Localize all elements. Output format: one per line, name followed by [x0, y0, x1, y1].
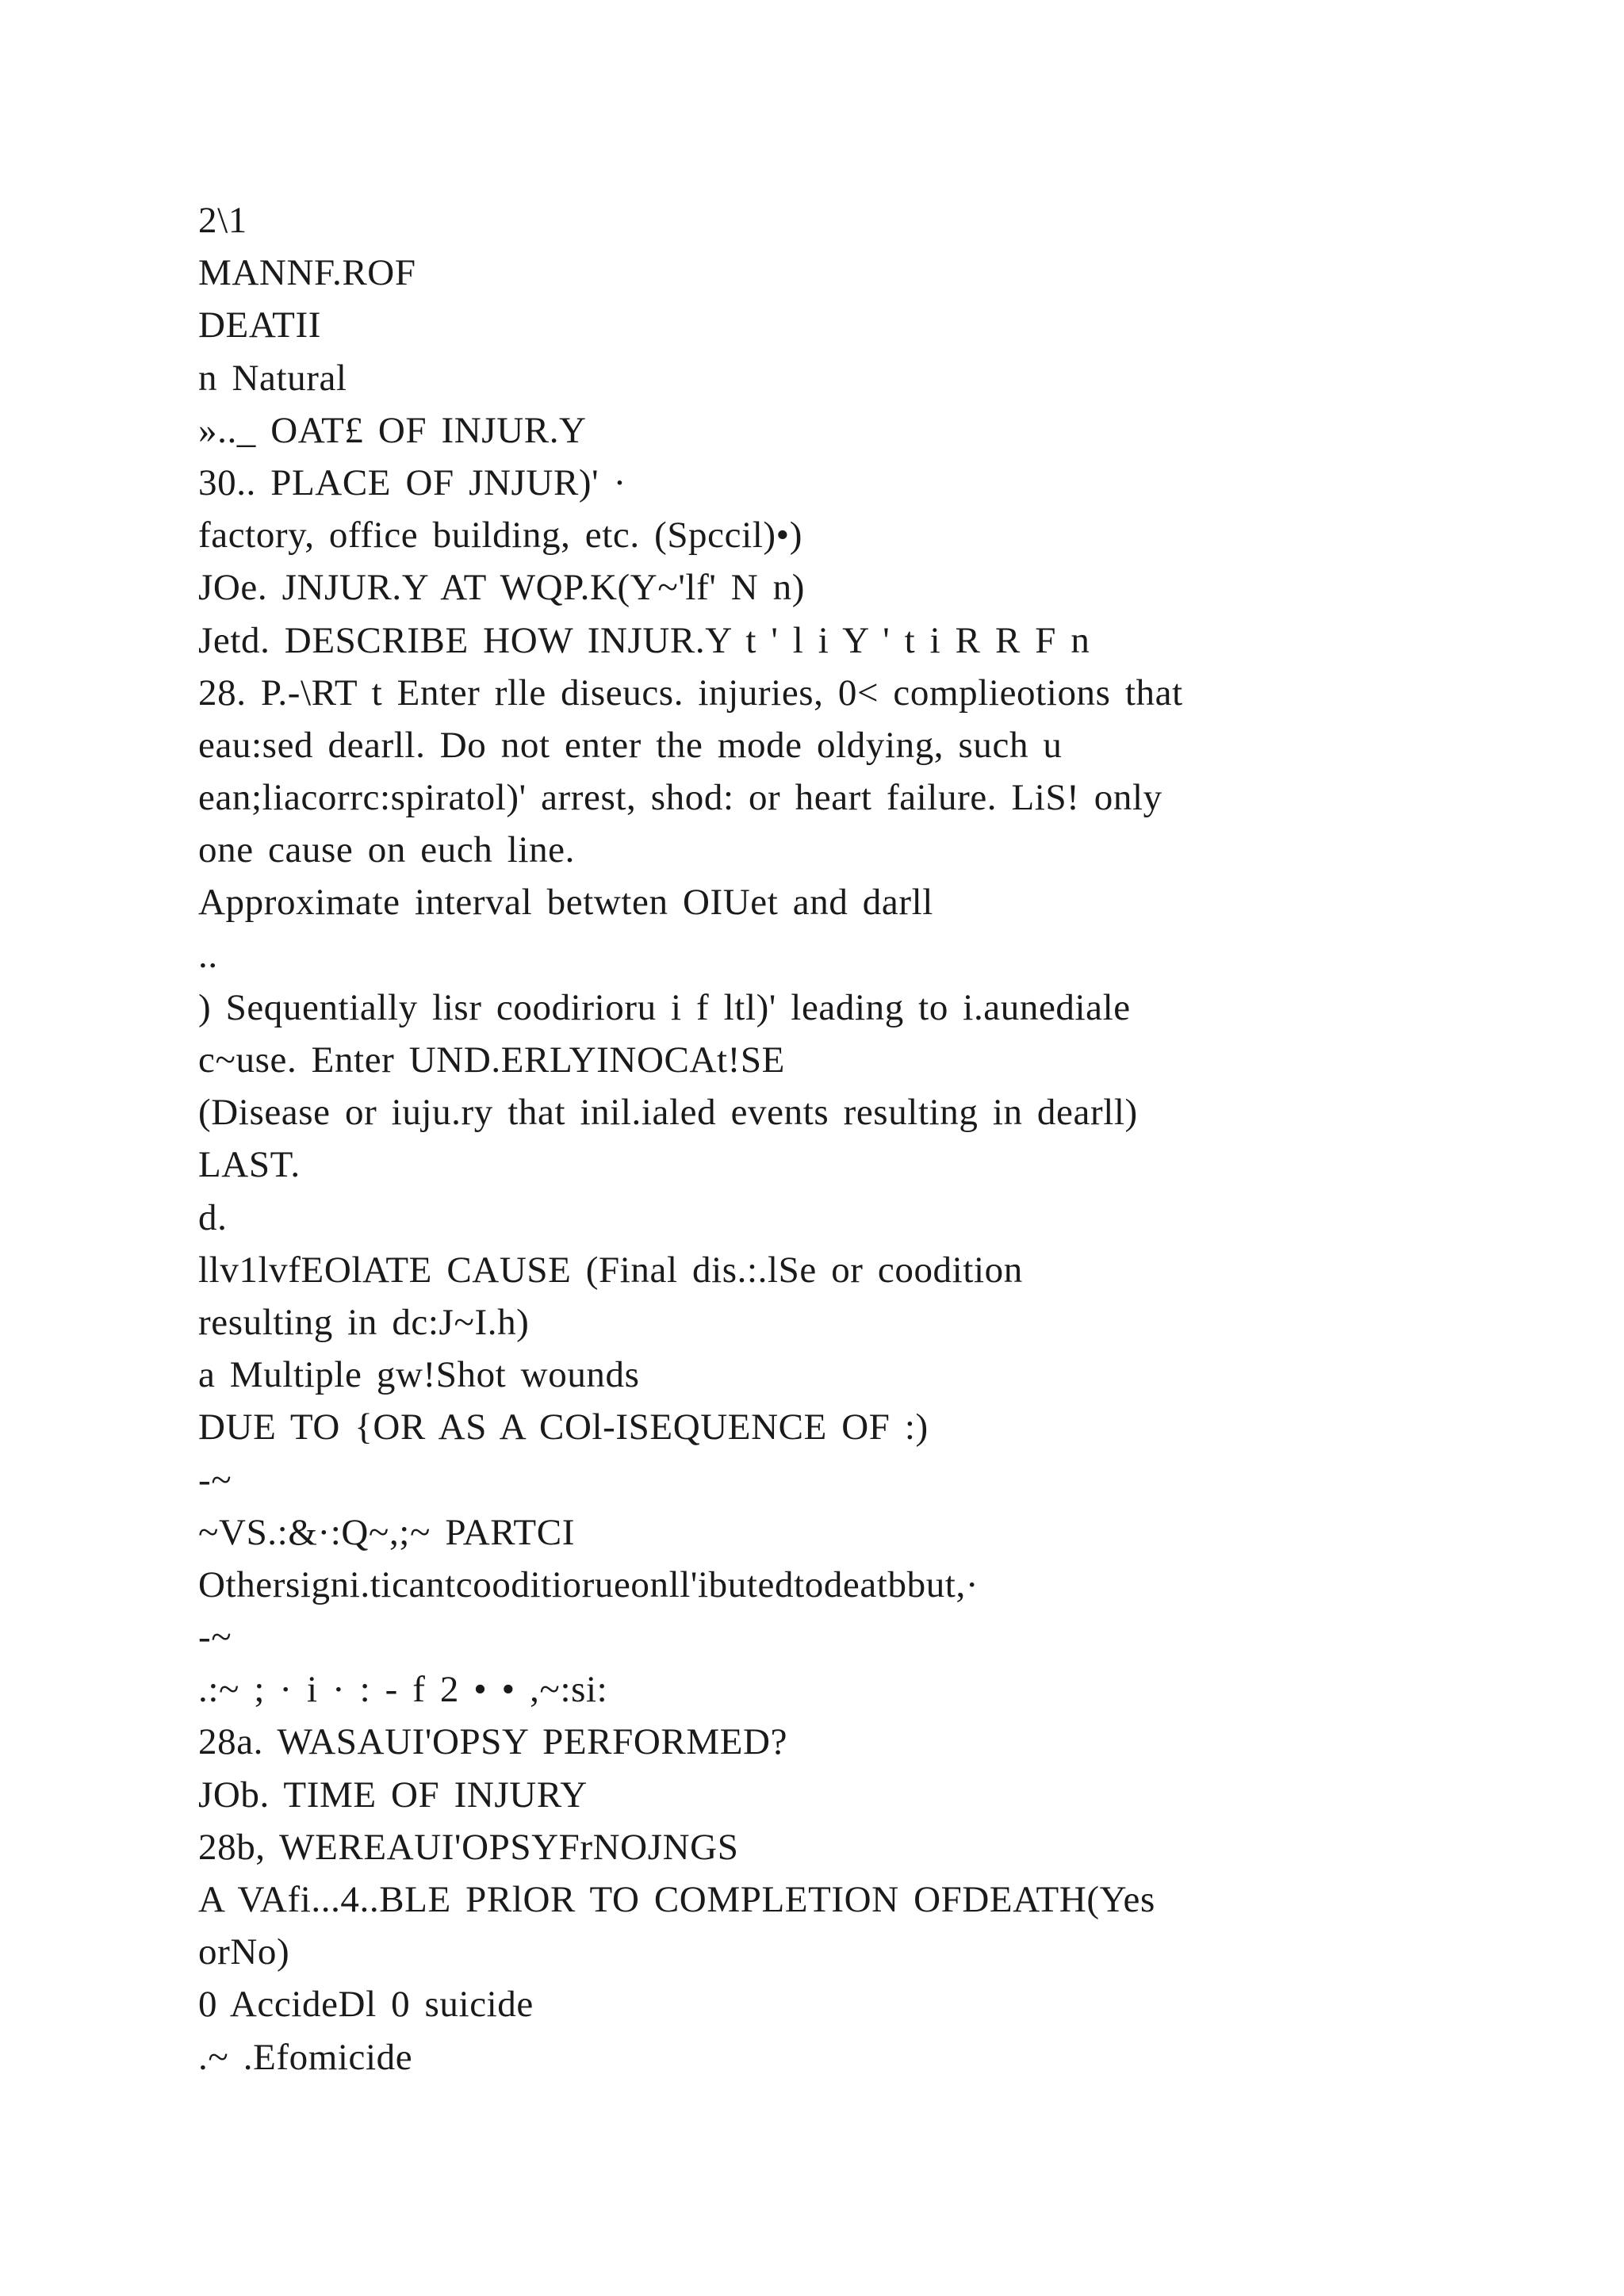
text-line: ean;liacorrc:spiratol)' arrest, shod: or heart failure. LiS! only — [198, 777, 1162, 819]
text-line: 28b, WEREAUI'OPSYFrNOJNGS — [198, 1826, 739, 1868]
text-line: eau:sed dearll. Do not enter the mode oldying, such u — [198, 724, 1063, 766]
text-line: JOe. JNJUR.Y AT WQP.K(Y~'lf' N n) — [198, 567, 805, 609]
text-line: Approximate interval betwten OIUet and darll — [198, 882, 933, 924]
text-line: A VAfi...4..BLE PRlOR TO COMPLETION OFDEATH(Yes — [198, 1879, 1155, 1920]
text-line: .:~ ; · i · : - f 2 • • ,~:si: — [198, 1669, 608, 1711]
text-line: factory, office building, etc. (Spccil)•) — [198, 515, 802, 557]
text-line: orNo) — [198, 1931, 290, 1973]
text-line: MANNF.ROF — [198, 252, 416, 294]
text-line: 2\1 — [198, 200, 247, 241]
text-line: .~ .Efomicide — [198, 2036, 413, 2078]
text-line: a Multiple gw!Shot wounds — [198, 1354, 640, 1396]
text-line: 30.. PLACE OF JNJUR)' · — [198, 461, 626, 503]
text-line: 28. P.-\RT t Enter rlle diseucs. injuries, 0< complieotions that — [198, 672, 1183, 714]
text-line: -~ — [198, 1459, 232, 1501]
document-text — [198, 194, 1546, 2084]
text-line: .. — [198, 934, 218, 976]
text-line: n Natural — [198, 357, 347, 399]
text-line: DUE TO {OR AS A COl-ISEQUENCE OF :) — [198, 1406, 929, 1448]
text-line: Jetd. DESCRIBE HOW INJUR.Y t ' l i Y ' t i R R F n — [198, 619, 1090, 661]
text-line: c~use. Enter UND.ERLYINOCAt!SE — [198, 1039, 785, 1081]
text-line: 0 AccideDl 0 suicide — [198, 1984, 534, 2026]
text-line: resulting in dc:J~I.h) — [198, 1301, 530, 1343]
text-line: ) Sequentially lisr coodirioru i f ltl)' leading to i.aunediale — [198, 986, 1131, 1028]
text-line: -~ — [198, 1617, 232, 1659]
text-line: one cause on euch line. — [198, 829, 575, 871]
text-line: ».._ OAT£ OF INJUR.Y — [198, 409, 587, 451]
text-line: 28a. WASAUI'OPSY PERFORMED? — [198, 1721, 788, 1763]
text-line: d. — [198, 1196, 228, 1238]
text-line: LAST. — [198, 1144, 301, 1186]
text-line: ~VS.:&·:Q~,;~ PARTCI — [198, 1511, 575, 1553]
text-line: JOb. TIME OF INJURY — [198, 1774, 588, 1816]
text-line: llv1lvfEOlATE CAUSE (Final dis.:.lSe or coodition — [198, 1249, 1023, 1291]
text-line: DEATII — [198, 304, 321, 346]
text-line: (Disease or iuju.ry that inil.ialed events resulting in dearll) — [198, 1092, 1138, 1134]
text-line: Othersigni.ticantcooditiorueonll'ibutedtodeatbbut,· — [198, 1563, 979, 1605]
